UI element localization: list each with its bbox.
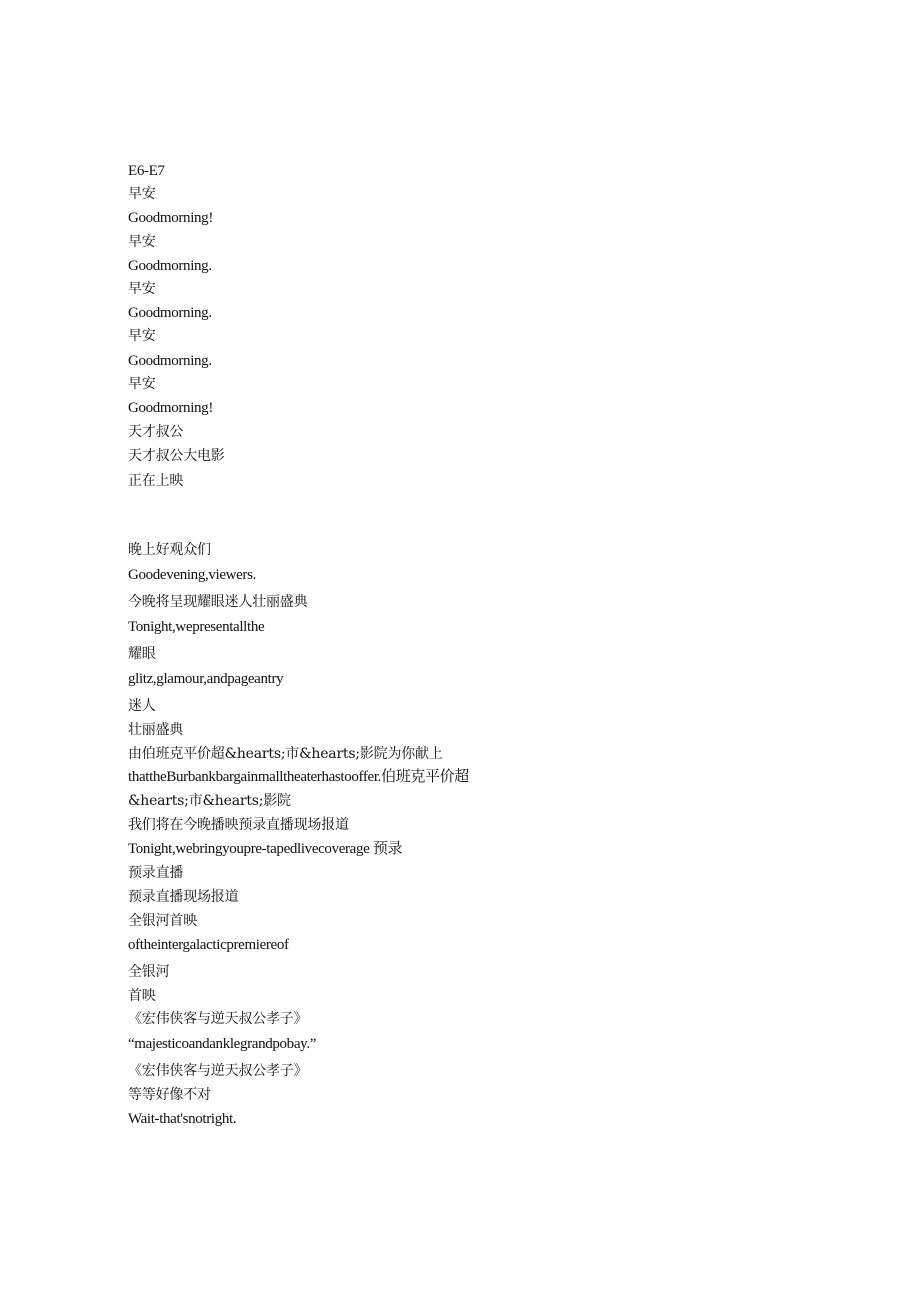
text-line: Goodmorning. (128, 353, 212, 369)
text-line: oftheintergalacticpremiereof (128, 937, 289, 953)
text-line: 等等好像不对 (128, 1087, 211, 1103)
text-line: 耀眼 (128, 646, 156, 662)
text-line: glitz,glamour,andpageantry (128, 671, 284, 687)
text-line: 首映 (128, 988, 156, 1004)
text-line: thattheBurbankbargainmalltheaterhastooffer.伯班克平价超 (128, 769, 469, 785)
text-line: 壮丽盛典 (128, 722, 184, 738)
text-line: 晚上好观众们 (128, 542, 211, 558)
text-line: &hearts;市&hearts;影院 (128, 793, 291, 809)
text-line: 预录直播 (128, 865, 184, 881)
text-line: 预录直播现场报道 (128, 889, 239, 905)
text-line: Goodmorning! (128, 210, 213, 226)
text-line: 《宏伟侠客与逆天叔公孝子》 (128, 1063, 308, 1079)
text-line: Tonight,webringyoupre-tapedlivecoverage 预录 (128, 841, 403, 857)
text-line: 我们将在今晚播映预录直播现场报道 (128, 817, 349, 833)
text-line: 全银河首映 (128, 913, 197, 929)
text-line: 由伯班克平价超&hearts;市&hearts;影院为你献上 (128, 746, 443, 762)
text-line: 早安 (128, 376, 156, 392)
text-line: 早安 (128, 234, 156, 250)
episode-label: E6-E7 (128, 163, 165, 179)
text-line: 迷人 (128, 698, 156, 714)
text-line: 早安 (128, 328, 156, 344)
text-line: 《宏伟侠客与逆天叔公孝子》 (128, 1011, 308, 1027)
text-line: 早安 (128, 186, 156, 202)
text-line: 全银河 (128, 964, 170, 980)
text-line: Goodmorning. (128, 258, 212, 274)
text-line: “majesticoandanklegrandpobay.” (128, 1036, 317, 1052)
text-line: 早安 (128, 281, 156, 297)
text-line: Goodmorning! (128, 400, 213, 416)
text-line: 正在上映 (128, 473, 184, 489)
text-line: Wait-that'snotright. (128, 1111, 237, 1127)
text-line: Tonight,wepresentallthe (128, 619, 265, 635)
text-line: Goodmorning. (128, 305, 212, 321)
text-line: 今晚将呈现耀眼迷人壮丽盛典 (128, 594, 308, 610)
text-line: 天才叔公大电影 (128, 448, 225, 464)
text-line: 天才叔公 (128, 424, 184, 440)
text-line: Goodevening,viewers. (128, 567, 256, 583)
